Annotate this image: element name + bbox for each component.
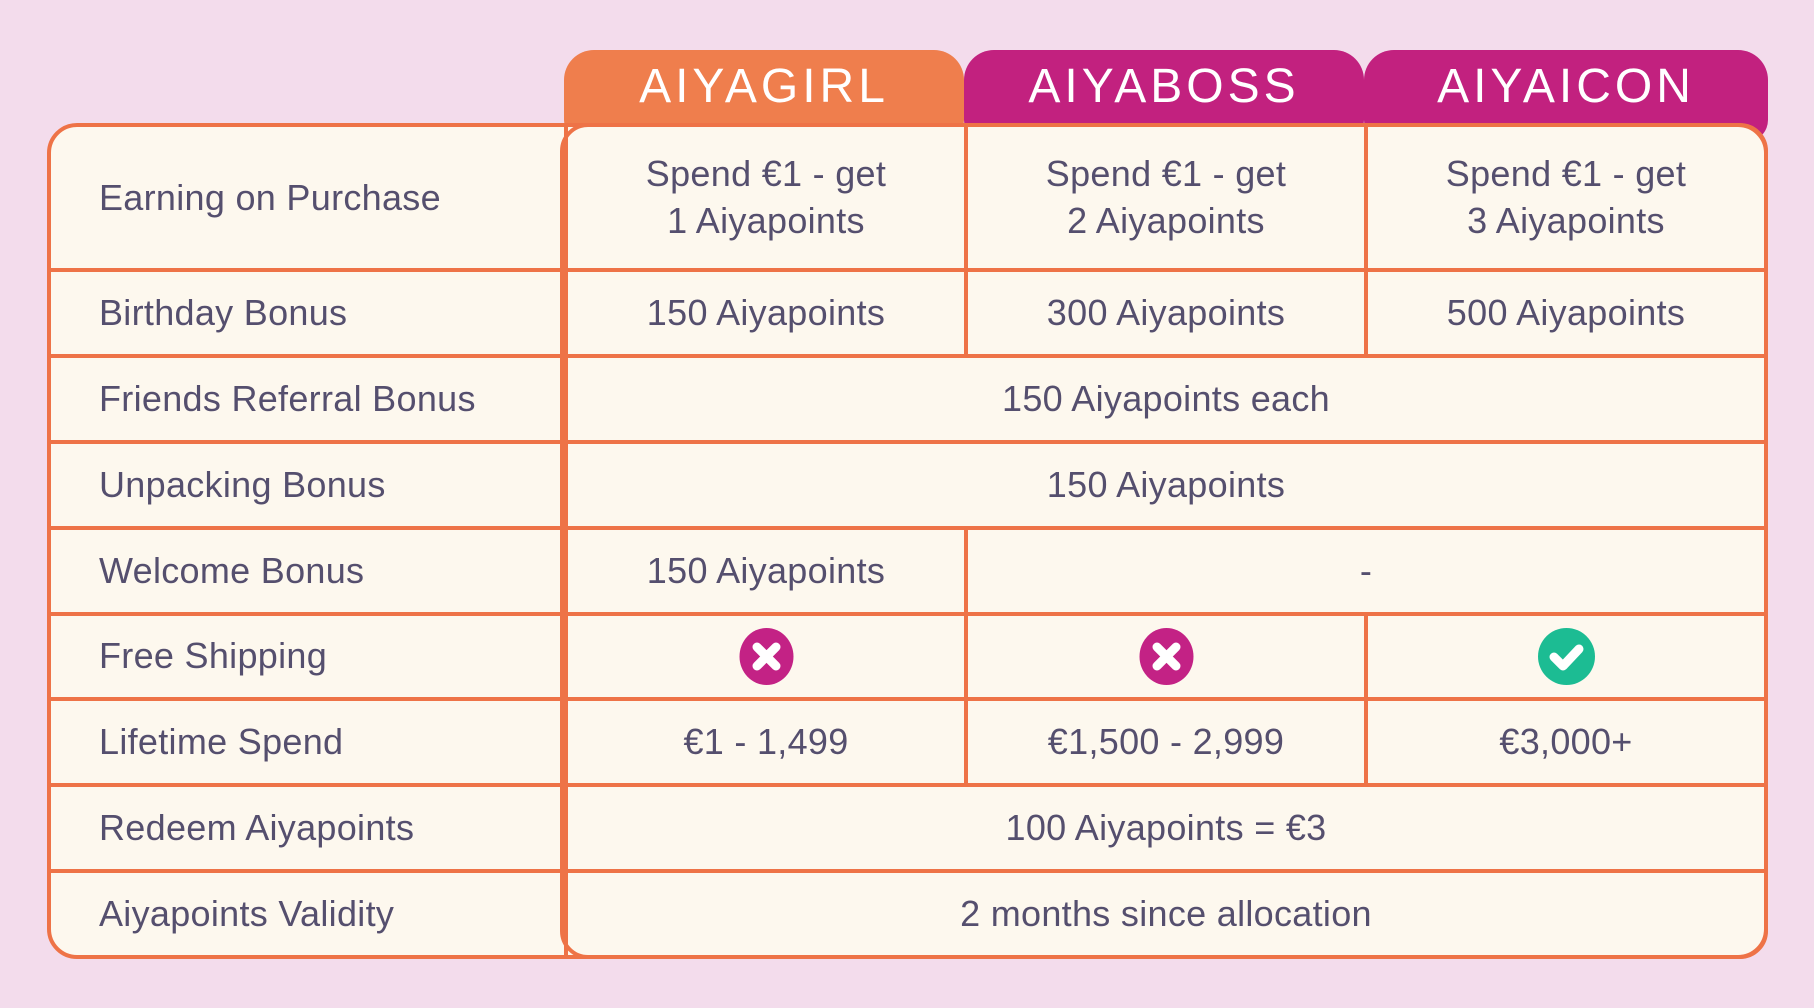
- check-icon: [1538, 628, 1595, 685]
- cell-text: 500 Aiyapoints: [1446, 291, 1686, 333]
- cell-birthday-aiyaicon: [1364, 268, 1764, 354]
- cell-free-shipping-aiyagirl: [564, 612, 964, 698]
- row-label: Redeem Aiyapoints: [99, 807, 415, 849]
- cell-text: [646, 151, 886, 243]
- cell-unpacking-merged: [564, 440, 1764, 526]
- cell-redeem-merged: [564, 783, 1764, 869]
- cross-icon: [738, 628, 795, 685]
- cell-text: €3,000+: [1499, 721, 1633, 763]
- label-cell-redeem-aiyapoints: [51, 783, 564, 869]
- label-cell-birthday-bonus: [51, 268, 564, 354]
- row-label: Birthday Bonus: [99, 291, 348, 333]
- tab-aiyaboss-label: AIYABOSS: [1028, 60, 1300, 113]
- row-label: Aiyapoints Validity: [99, 893, 395, 935]
- cell-text: 150 Aiyapoints each: [1002, 377, 1330, 419]
- label-cell-aiyapoints-validity: [51, 869, 564, 955]
- cell-text: 300 Aiyapoints: [1046, 291, 1286, 333]
- cell-line1: Spend €1 - get: [645, 153, 887, 195]
- cell-line2: 3 Aiyapoints: [1467, 199, 1665, 241]
- cell-free-shipping-aiyaboss: [964, 612, 1364, 698]
- cell-lifetime-aiyaboss: [964, 697, 1364, 783]
- cell-text: 2 months since allocation: [960, 893, 1372, 935]
- cell-text: -: [1359, 549, 1373, 591]
- cell-text: [1446, 151, 1686, 243]
- cell-line2: 1 Aiyapoints: [667, 199, 865, 241]
- cell-earning-aiyaicon: [1364, 127, 1764, 268]
- label-cell-welcome-bonus: [51, 526, 564, 612]
- cell-line1: Spend €1 - get: [1045, 153, 1287, 195]
- row-label: Lifetime Spend: [99, 721, 344, 763]
- cross-icon: [1138, 628, 1195, 685]
- cell-line1: Spend €1 - get: [1445, 153, 1687, 195]
- row-label: Friends Referral Bonus: [99, 377, 476, 419]
- comparison-grid: [51, 127, 1764, 955]
- row-label: Earning on Purchase: [99, 176, 441, 218]
- cell-friends-referral-merged: [564, 354, 1764, 440]
- cell-earning-aiyagirl: [564, 127, 964, 268]
- label-cell-earning-on-purchase: [51, 127, 564, 268]
- label-cell-unpacking-bonus: [51, 440, 564, 526]
- cell-text: 150 Aiyapoints: [646, 291, 886, 333]
- cell-validity-merged: [564, 869, 1764, 955]
- cell-text: €1 - 1,499: [683, 721, 849, 763]
- cell-lifetime-aiyaicon: [1364, 697, 1764, 783]
- cell-free-shipping-aiyaicon: [1364, 612, 1764, 698]
- cell-text: €1,500 - 2,999: [1047, 721, 1285, 763]
- cell-lifetime-aiyagirl: [564, 697, 964, 783]
- cell-birthday-aiyagirl: [564, 268, 964, 354]
- label-cell-free-shipping: [51, 612, 564, 698]
- cell-text: 150 Aiyapoints: [1046, 463, 1286, 505]
- tab-aiyagirl-label: AIYAGIRL: [639, 60, 889, 113]
- cell-welcome-merged-dash: [964, 526, 1764, 612]
- cell-line2: 2 Aiyapoints: [1067, 199, 1265, 241]
- cell-text: 100 Aiyapoints = €3: [1005, 807, 1327, 849]
- row-label: Welcome Bonus: [99, 549, 365, 591]
- cell-welcome-aiyagirl: [564, 526, 964, 612]
- comparison-table: [47, 123, 1768, 959]
- tab-aiyaicon-label: AIYAICON: [1437, 60, 1695, 113]
- cell-earning-aiyaboss: [964, 127, 1364, 268]
- row-label: Free Shipping: [99, 635, 328, 677]
- cell-text: [1046, 151, 1286, 243]
- label-cell-lifetime-spend: [51, 697, 564, 783]
- cell-birthday-aiyaboss: [964, 268, 1364, 354]
- cell-text: 150 Aiyapoints: [646, 549, 886, 591]
- label-cell-friends-referral-bonus: [51, 354, 564, 440]
- row-label: Unpacking Bonus: [99, 463, 386, 505]
